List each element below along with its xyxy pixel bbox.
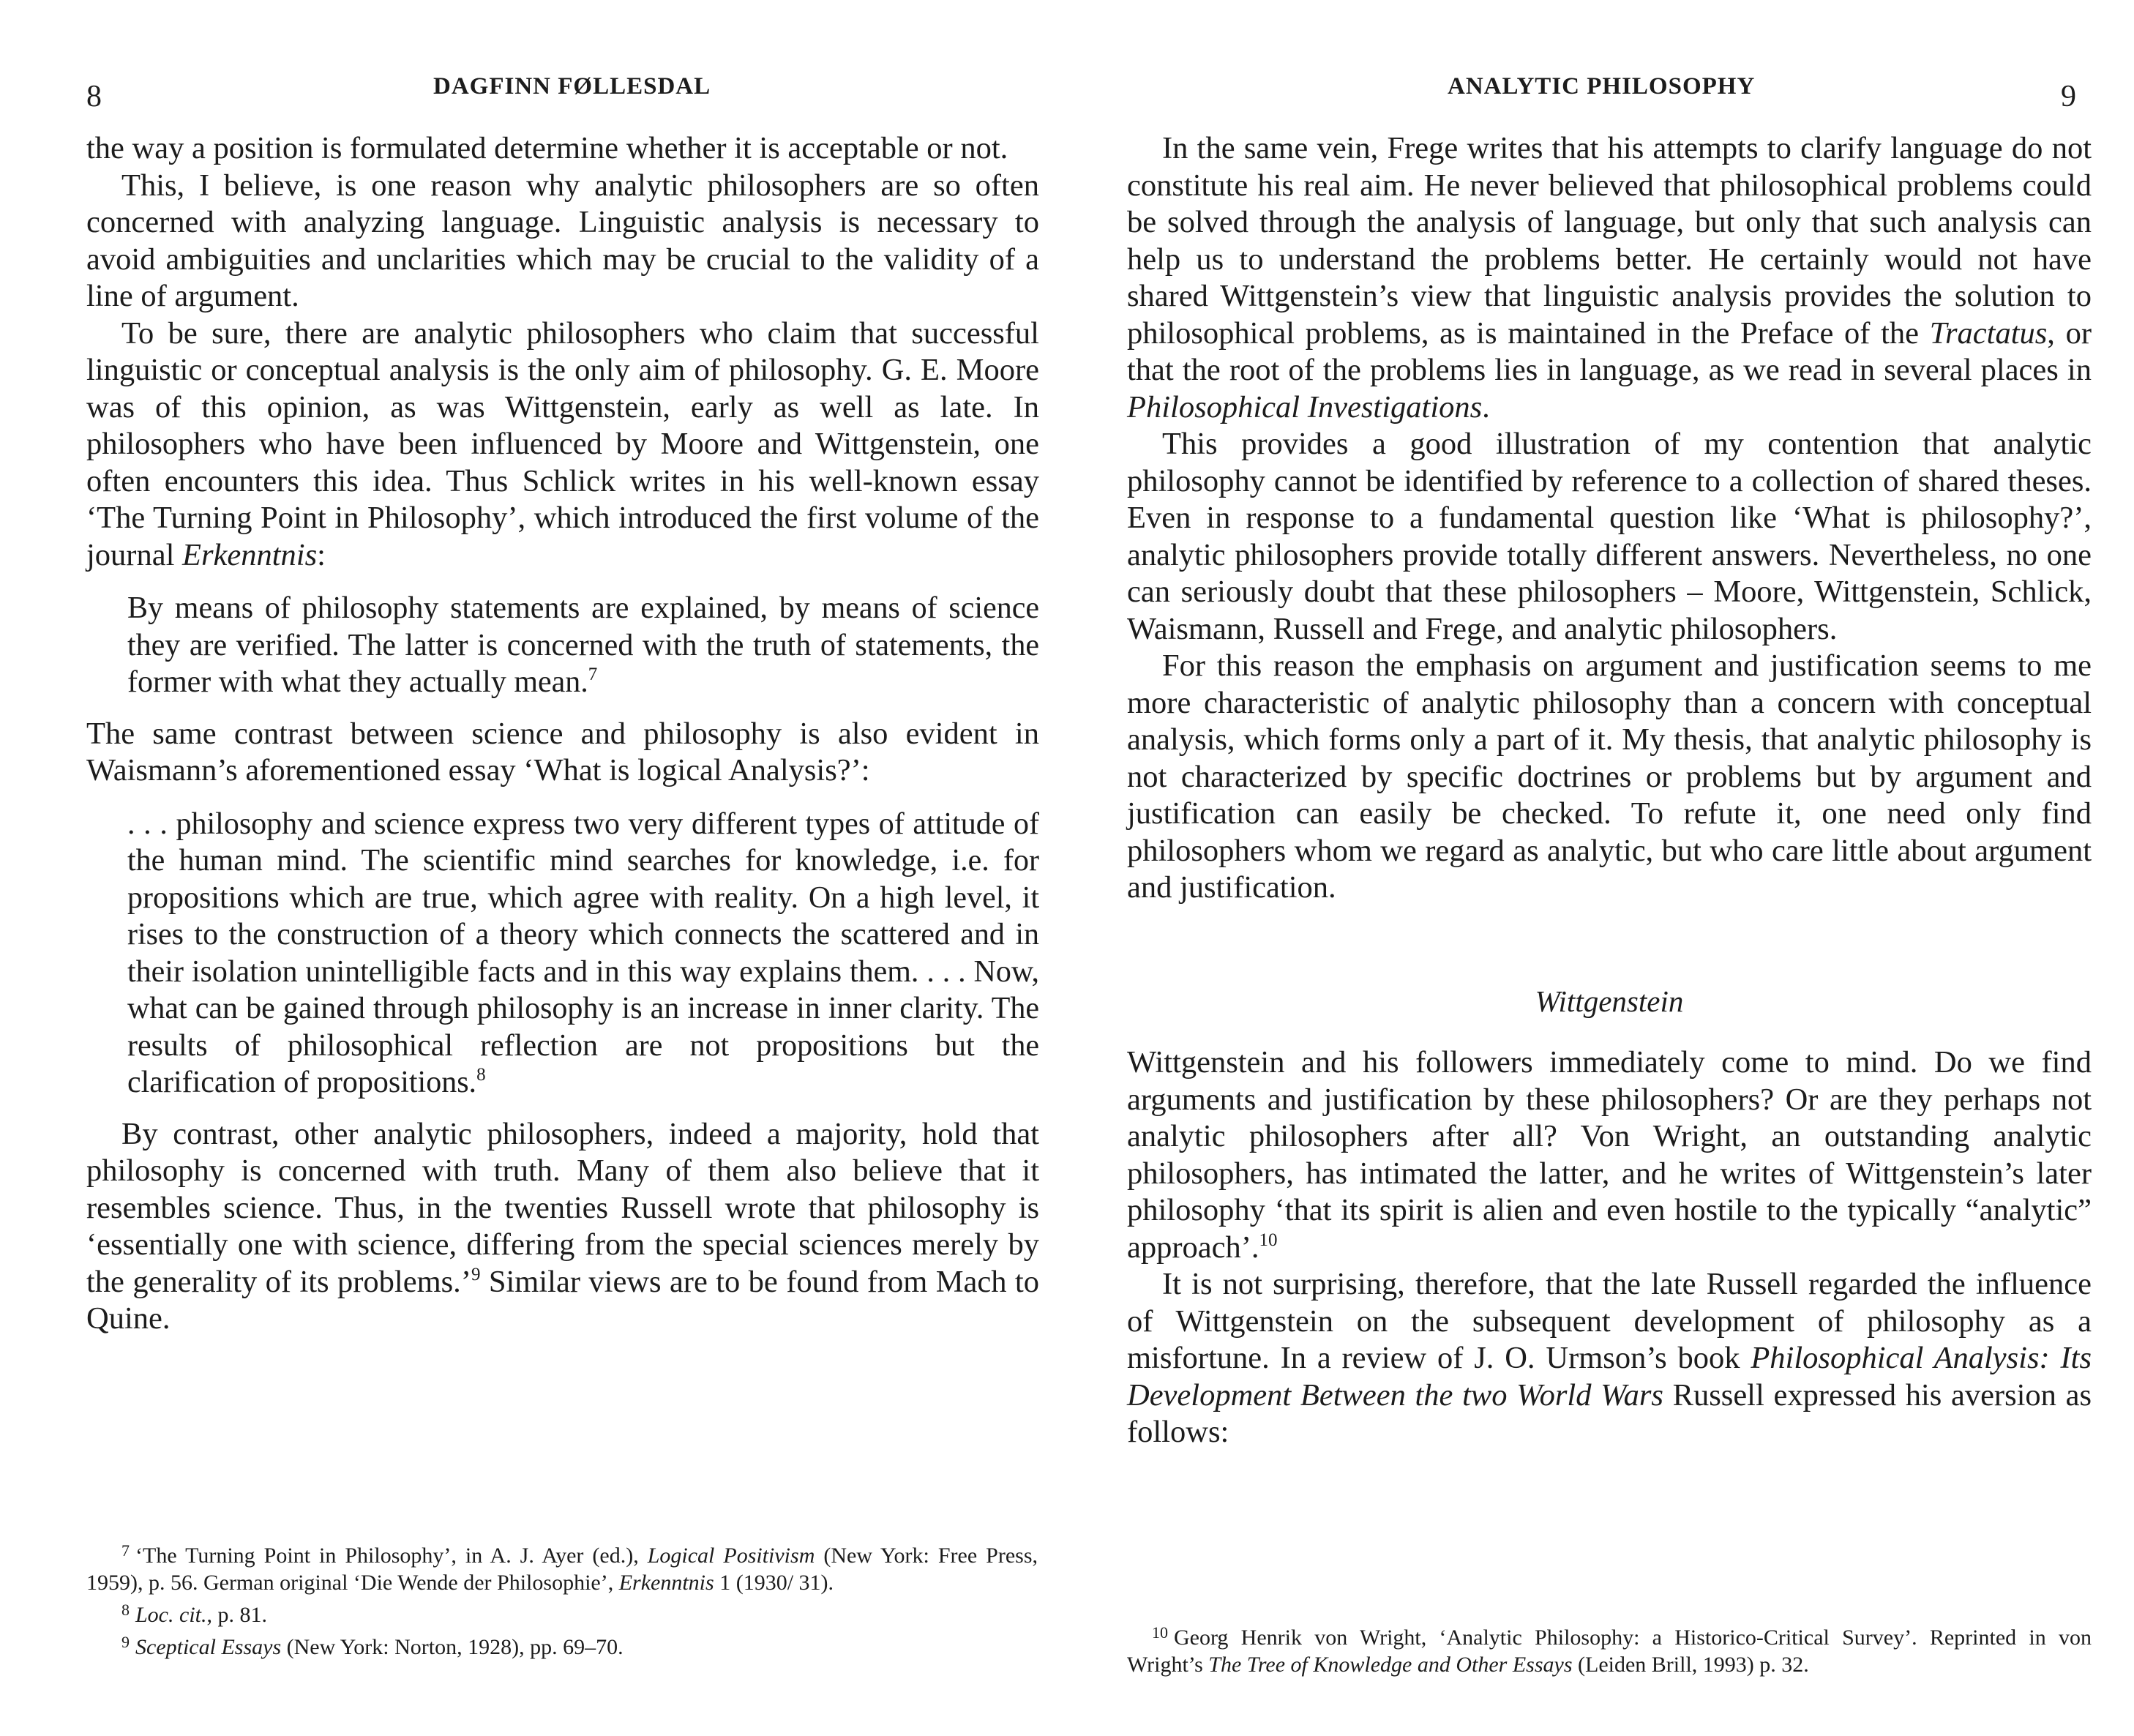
footnote-10 <box>1127 1619 2092 1678</box>
paragraph-text: To be sure, there are analytic philosophers who claim that successful linguistic or conceptual analysis is the only aim of philosophy. G. E. Moore was of this opinion, as was Wittgenstein, early as well as late. In philosophers who have been influenced by Moore and Wittgenstein, one often encounters this idea. Thus Schlick writes in his well-known essay ‘The Turning Point in Philosophy’, which introduced the first volume of the journal <box>86 315 1039 572</box>
footnote-8 <box>86 1596 1038 1628</box>
footnote-text: , p. 81. <box>206 1603 267 1627</box>
footnote-ref: 9 <box>471 1264 481 1284</box>
book-title: Tractatus <box>1929 315 2048 351</box>
paragraph-text: Wittgenstein and his followers immediately come to mind. Do we find arguments and justification by these philosophers? Or are they perhaps not analytic philosophers after all? Von Wright, an outstanding analytic philosophers, has intimated the latter, and he writes of Wittgenstein’s later philosophy ‘that its spirit is alien and even hostile to the typically “analytic” approach’. <box>1127 1045 2092 1265</box>
paragraph <box>86 315 1039 575</box>
footnote-text: (Leiden Brill, 1993) p. 32. <box>1572 1653 1809 1677</box>
paragraph-text: , or that the root of the problems lies in language, as we read in several places in <box>1127 315 2092 387</box>
right-page <box>1067 0 2134 1736</box>
footnote-number: 10 <box>1152 1623 1168 1642</box>
paragraph <box>1127 1266 2092 1451</box>
footnote-ref: 10 <box>1259 1230 1278 1250</box>
quote-text: . . . philosophy and science express two very different types of attitude of the human mind. The scientific mind searches for knowledge, i.e. for propositions which are true, which agree with reality. On a high level, it rises to the construction of a theory which connects the scattered and in their isolation unintelligible facts and in this way explains them. . . . Now, what can be gained through philosophy is an increase in inner clarity. The results of philosophical reflection are not propositions but the clarification of propositions. <box>127 807 1039 1099</box>
footnotes <box>86 1537 1038 1661</box>
footnote-number: 8 <box>121 1601 130 1619</box>
book-title: Philosophical Investigations <box>1127 389 1483 424</box>
page-number: 9 <box>2061 80 2076 113</box>
book-title: Sceptical Essays <box>135 1635 282 1659</box>
paragraph <box>1127 1044 2092 1266</box>
paragraph: This provides a good illustration of my contention that analytic philosophy cannot be identified by reference to a collection of shared theses. Even in response to a fundamental question like ‘What is philosophy?’, analytic philosophers provide totally different answers. Nevertheless, no one can seriously doubt that these philosophers – Moore, Wittgenstein, Schlick, Waismann, Russell and Frege, and analytic philosophers. <box>1127 427 2092 646</box>
footnote-number: 9 <box>121 1633 130 1651</box>
paragraph-text: It is not surprising, therefore, that the late Russell regarded the influence of Wittgenstein on the subsequent development of philosophy as a misfortune. In a review of J. O. Urmson’s book <box>1127 1267 2092 1375</box>
footnotes <box>1127 1619 2092 1678</box>
book-title: Philosophical Analysis: Its Development Between the two World Wars <box>1127 1341 2092 1413</box>
running-head: ANALYTIC PHILOSOPHY <box>1448 73 1756 100</box>
book-title: The Tree of Knowledge and Other Essays <box>1208 1653 1573 1677</box>
journal-title: Erkenntnis <box>618 1571 714 1595</box>
paragraph-text: By contrast, other analytic philosophers, indeed a majority, hold that philosophy is concerned with truth. Many of them also believe that it resembles science. Thus, in the twenties Russell wrote that philosophy is ‘essentially one with science, differing from the special sciences merely by the generality of its problems.’ <box>86 1116 1039 1299</box>
paragraph-text: Russell expressed his aversion as follows: <box>1127 1377 2092 1449</box>
footnote-number: 7 <box>121 1541 130 1560</box>
paragraph: This, I believe, is one reason why analytic philosophers are so often concerned with analyzing language. Linguistic analysis is necessary to avoid ambiguities and unclarities which may be crucial to the validity of a line of argument. <box>86 168 1039 313</box>
paragraph <box>86 1116 1039 1338</box>
footnote-9 <box>86 1628 1038 1661</box>
block-quote <box>127 806 1039 1101</box>
quote-text: By means of philosophy statements are explained, by means of science they are verified. The latter is concerned with the truth of statements, the former with what they actually mean. <box>127 591 1039 699</box>
footnote-text: 1 (1930/ 31). <box>714 1571 834 1595</box>
block-quote <box>127 590 1039 701</box>
punctuation: : <box>317 537 326 572</box>
paragraph: the way a position is formulated determine whether it is acceptable or not. <box>86 131 1008 165</box>
footnote-text: (New York: Free Press, 1959), p. 56. German original ‘Die Wende der Philosophie’, <box>86 1544 1038 1595</box>
paragraph-text: In the same vein, Frege writes that his attempts to clarify language do not constitute his real aim. He never believed that philosophical problems could be solved through the analysis of language, but only that such analysis can help us to understand the problems better. He certainly would not have shared Wittgenstein’s view that linguistic analysis provides the solution to philosophical problems, as is maintained in the Preface of the <box>1127 131 2092 351</box>
paragraph <box>1127 130 2092 426</box>
footnote-text: ‘The Turning Point in Philosophy’, in A. J. Ayer (ed.), <box>135 1544 648 1568</box>
section-heading: Wittgenstein <box>1535 984 1684 1018</box>
paragraph: The same contrast between science and philosophy is also evident in Waismann’s aforementioned essay ‘What is logical Analysis?’: <box>86 716 1039 787</box>
page-number: 8 <box>86 80 102 113</box>
running-head: DAGFINN FØLLESDAL <box>433 73 711 100</box>
journal-title: Erkenntnis <box>182 537 318 572</box>
footnote-7 <box>86 1537 1038 1596</box>
footnote-text: Georg Henrik von Wright, ‘Analytic Philosophy: a Historico-Critical Survey’. Reprinted in von Wright’s <box>1127 1625 2092 1677</box>
right-body <box>1127 130 2092 1451</box>
punctuation: . <box>1482 389 1490 424</box>
paragraph-text: Similar views are to be found from Mach to Quine. <box>86 1264 1039 1336</box>
book-title: Logical Positivism <box>647 1544 815 1568</box>
footnote-ref: 8 <box>476 1065 486 1085</box>
reference: Loc. cit. <box>135 1603 207 1627</box>
paragraph: For this reason the emphasis on argument and justification seems to me more characteristic of analytic philosophy than a concern with conceptual analysis, which forms only a part of it. My thesis, that analytic philosophy is not characterized by specific doctrines or problems but by argument and justification can easily be checked. To refute it, one need only find philosophers whom we regard as analytic, but who care little about argument and justification. <box>1127 648 2092 905</box>
footnote-text: (New York: Norton, 1928), pp. 69–70. <box>281 1635 624 1659</box>
left-body <box>86 130 1039 1338</box>
footnote-ref: 7 <box>588 665 598 684</box>
